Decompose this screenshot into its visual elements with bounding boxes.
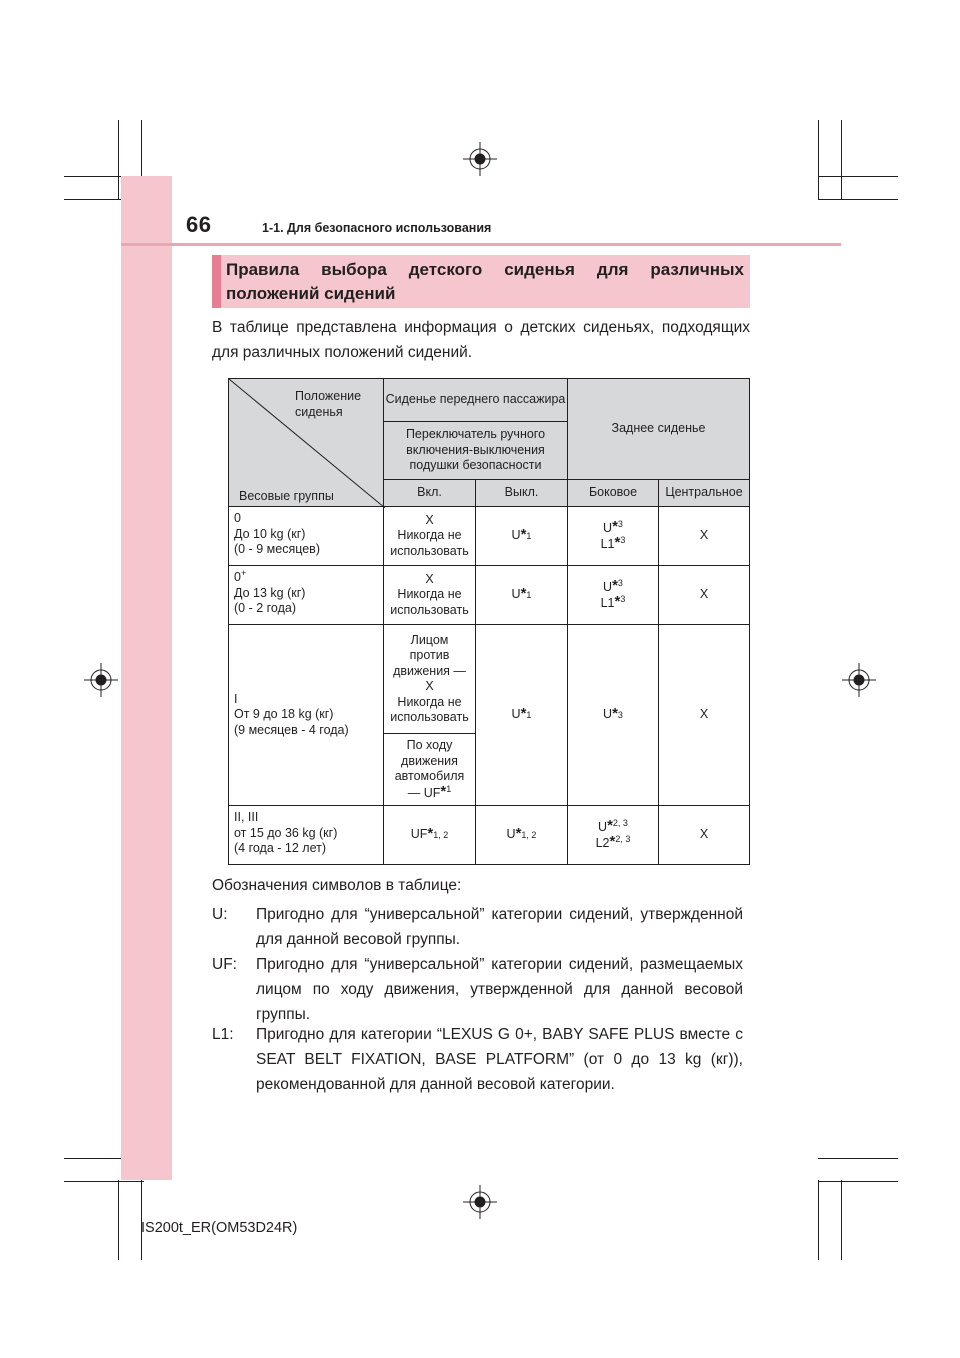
- cell-on-text: По ходу движения автомобиля — UF: [394, 738, 465, 800]
- cell-on-sub: Никогда не использовать: [390, 587, 469, 617]
- star-mark: *: [607, 816, 613, 834]
- cell-center-value: X: [699, 528, 709, 543]
- footnote-ref: 3: [617, 518, 623, 529]
- legend-item: [212, 1022, 744, 1097]
- cell-side: U * 3: [567, 624, 659, 806]
- registration-mark-icon: [463, 142, 497, 176]
- cell-on-main: X: [425, 571, 434, 586]
- group-weight: До 13 kg (кг): [234, 585, 306, 600]
- section-header: [212, 255, 750, 308]
- star-mark: *: [609, 833, 616, 850]
- side-color-band: [121, 176, 172, 1180]
- star-mark: *: [520, 705, 527, 723]
- airbag-switch-header: [383, 421, 568, 480]
- col-side-label: Боковое: [588, 485, 638, 500]
- cell-center-value: X: [699, 707, 709, 722]
- cell-on: [383, 506, 476, 566]
- child-seat-table: [228, 378, 750, 865]
- group-age: (0 - 9 месяцев): [234, 542, 320, 556]
- cell-side: [567, 805, 659, 865]
- cell-side-value: L1: [600, 537, 615, 551]
- cell-off-value: U: [511, 528, 521, 543]
- cell-on-value: UF: [410, 827, 428, 842]
- cell-side: [567, 565, 659, 625]
- star-mark: *: [520, 585, 527, 603]
- group-label: 0: [234, 570, 241, 584]
- front-seat-label: Сиденье переднего пассажира: [385, 392, 566, 407]
- table-row-group-cell: [228, 624, 384, 806]
- group-age: (9 месяцев - 4 года): [234, 722, 349, 737]
- cell-side-value: U: [603, 520, 613, 535]
- col-on-header: [383, 479, 476, 507]
- cell-side-value: U: [603, 707, 613, 722]
- section-accent: [212, 255, 221, 308]
- legend-item: [212, 902, 744, 952]
- registration-mark-icon: [463, 1185, 497, 1219]
- table-row-group-cell: [228, 805, 384, 865]
- footnote-ref: 2, 3: [612, 817, 628, 828]
- cell-side-value: U: [598, 819, 608, 834]
- cell-off-value: U: [511, 707, 521, 722]
- star-mark: *: [515, 825, 522, 843]
- legend-key: U:: [212, 906, 228, 923]
- col-center-label: Центральное: [665, 485, 743, 500]
- front-seat-header: [383, 378, 568, 422]
- cell-on-forward-facing: [383, 733, 476, 806]
- star-mark: *: [612, 576, 618, 594]
- star-mark: *: [612, 705, 618, 723]
- legend-text: Пригодно для категории “LEXUS G 0+, BABY SAFE PLUS вместе с SEAT BELT FIXATION, BASE PLATFORM” (от 0 до 13 kg (кг)), рекомендованной для данной весовой категории.: [256, 1026, 743, 1093]
- table-row-group-cell: [228, 506, 384, 566]
- legend-key: L1:: [212, 1026, 234, 1043]
- corner-cell: [228, 378, 384, 507]
- star-mark: *: [612, 517, 618, 535]
- airbag-switch-label: Переключатель ручного включения-выключения подушки безопасности: [405, 427, 546, 473]
- group-age: (4 года - 12 лет): [234, 841, 326, 855]
- cell-on: UF * 1, 2: [383, 805, 476, 865]
- legend-text: Пригодно для “универсальной” категории сидений, размещаемых лицом по ходу движения, утвержденной для данной весовой группы.: [256, 956, 743, 1023]
- rear-seat-header: [567, 378, 750, 480]
- registration-mark-icon: [842, 663, 876, 697]
- legend-item: [212, 952, 744, 1027]
- footnote-ref: 3: [620, 593, 626, 604]
- legend-text: Пригодно для “универсальной” категории сидений, утвержденной для данной весовой группы.: [256, 906, 743, 948]
- col-off-label: Выкл.: [504, 485, 539, 500]
- group-weight: От 9 до 18 kg (кг): [234, 707, 334, 722]
- cell-side-value: L2: [595, 836, 610, 850]
- cell-off: U * 1, 2: [475, 805, 568, 865]
- star-mark: *: [614, 593, 621, 610]
- star-mark: *: [440, 782, 447, 800]
- corner-top-label: Положение сиденья: [295, 389, 362, 419]
- group-weight: от 15 до 36 kg (кг): [234, 825, 338, 840]
- cell-on-rear-facing: [383, 624, 476, 734]
- col-center-header: [658, 479, 750, 507]
- corner-bottom-label: Весовые группы: [239, 489, 334, 503]
- cell-center: [658, 805, 750, 865]
- cell-on-main: X: [425, 512, 434, 527]
- intro-paragraph: В таблице представлена информация о детских сиденьях, подходящих для различных положений сидений.: [212, 319, 750, 361]
- col-side-header: [567, 479, 659, 507]
- cell-off: U * 1: [475, 506, 568, 566]
- cell-center-value: X: [699, 587, 709, 602]
- cell-center: [658, 565, 750, 625]
- footnote-ref: 3: [617, 577, 623, 588]
- group-label-sup: +: [240, 567, 247, 578]
- star-mark: *: [427, 825, 434, 843]
- footnote-ref: 1: [446, 783, 452, 794]
- group-age: (0 - 2 года): [234, 601, 297, 615]
- col-on-label: Вкл.: [417, 485, 442, 500]
- registration-mark-icon: [84, 663, 118, 697]
- legend-key: UF:: [212, 956, 237, 973]
- cell-on-text: Лицом против движения —: [393, 632, 466, 678]
- star-mark: *: [520, 526, 527, 544]
- footer-model-code: IS200t_ER(OM53D24R): [141, 1220, 298, 1236]
- legend-intro: Обозначения символов в таблице:: [212, 877, 462, 894]
- cell-center: [658, 506, 750, 566]
- cell-side-value: U: [603, 579, 613, 594]
- section-title: Правила выбора детского сиденья для различных положений сидений: [226, 260, 744, 303]
- cell-side-value: L1: [600, 596, 615, 610]
- cell-side: [567, 506, 659, 566]
- page-number: 66: [186, 212, 212, 237]
- cell-on-sub: Никогда не использовать: [390, 528, 469, 558]
- chapter-title: 1-1. Для безопасного использования: [262, 221, 492, 235]
- cell-off: U * 1: [475, 565, 568, 625]
- group-label: 0: [234, 511, 241, 525]
- cell-off-value: U: [506, 827, 516, 842]
- cell-on: [383, 565, 476, 625]
- cell-center-value: X: [699, 827, 709, 842]
- group-weight: До 10 kg (кг): [234, 526, 306, 541]
- star-mark: *: [614, 534, 621, 551]
- header-rule: [121, 243, 841, 246]
- rear-seat-label: Заднее сиденье: [611, 421, 706, 436]
- footnote-ref: 3: [620, 534, 626, 545]
- cell-center: [658, 624, 750, 806]
- cell-on-sub: Никогда не использовать: [390, 694, 469, 724]
- cell-off-value: U: [511, 587, 521, 602]
- cell-off: U * 1: [475, 624, 568, 806]
- table-row-group-cell: [228, 565, 384, 625]
- cell-on-main: X: [425, 679, 434, 693]
- col-off-header: [475, 479, 568, 507]
- group-label: I: [234, 691, 238, 706]
- footnote-ref: 2, 3: [615, 833, 631, 844]
- group-label: II, III: [234, 810, 259, 824]
